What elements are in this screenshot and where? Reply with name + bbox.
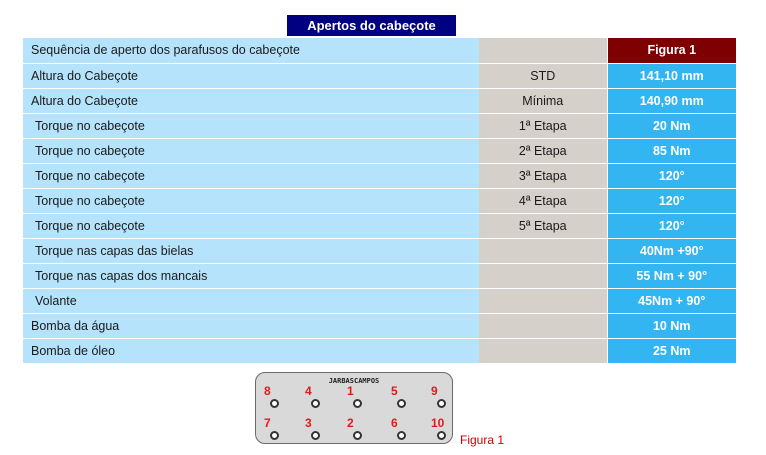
row-value: 20 Nm (607, 113, 736, 138)
table-row (23, 113, 736, 138)
row-label: Bomba da água (23, 313, 479, 338)
bolt-marker (305, 417, 329, 443)
bolt-marker (305, 385, 329, 411)
bolt-hole-icon (311, 431, 320, 440)
bolt-hole-icon (437, 399, 446, 408)
row-value: 55 Nm + 90° (607, 263, 736, 288)
row-stage (479, 338, 607, 363)
bolt-number: 1 (347, 384, 354, 398)
row-value: 45Nm + 90° (607, 288, 736, 313)
bolt-number: 9 (431, 384, 438, 398)
row-value: 141,10 mm (607, 63, 736, 88)
table-row (23, 188, 736, 213)
row-label: Sequência de aperto dos parafusos do cabeçote (23, 38, 479, 63)
table-row (23, 138, 736, 163)
bolt-number: 8 (264, 384, 271, 398)
figure-logo: JARBASCAMPOS (328, 377, 380, 385)
row-stage: 2ª Etapa (479, 138, 607, 163)
bolt-marker (347, 417, 371, 443)
table-row (23, 38, 736, 63)
row-value: 40Nm +90° (607, 238, 736, 263)
row-value: 10 Nm (607, 313, 736, 338)
row-stage (479, 38, 607, 63)
row-label: Torque no cabeçote (23, 138, 479, 163)
table-row (23, 288, 736, 313)
figure-caption: Figura 1 (460, 433, 505, 447)
row-stage (479, 263, 607, 288)
row-value: 120° (607, 188, 736, 213)
table-row (23, 213, 736, 238)
row-stage (479, 288, 607, 313)
bolt-sequence-figure (255, 372, 453, 444)
bolt-number: 3 (305, 416, 312, 430)
row-value: 85 Nm (607, 138, 736, 163)
table-row (23, 238, 736, 263)
torque-spec-table (23, 38, 736, 363)
row-stage: STD (479, 63, 607, 88)
bolt-hole-icon (353, 431, 362, 440)
bolt-number: 10 (431, 416, 445, 430)
table-row (23, 313, 736, 338)
bolt-marker (264, 417, 288, 443)
row-label: Torque nas capas das bielas (23, 238, 479, 263)
table-row (23, 63, 736, 88)
row-label: Altura do Cabeçote (23, 63, 479, 88)
row-value: 120° (607, 163, 736, 188)
bolt-marker (431, 417, 455, 443)
bolt-hole-icon (397, 399, 406, 408)
row-label: Torque no cabeçote (23, 213, 479, 238)
bolt-hole-icon (437, 431, 446, 440)
bolt-number: 6 (391, 416, 398, 430)
bolt-hole-icon (397, 431, 406, 440)
bolt-marker (264, 385, 288, 411)
row-label: Torque no cabeçote (23, 113, 479, 138)
table-row (23, 338, 736, 363)
row-label: Torque no cabeçote (23, 188, 479, 213)
bolt-hole-icon (270, 431, 279, 440)
bolt-number: 4 (305, 384, 312, 398)
bolt-number: 7 (264, 416, 271, 430)
bolt-hole-icon (353, 399, 362, 408)
table-row (23, 163, 736, 188)
row-stage (479, 238, 607, 263)
row-label: Bomba de óleo (23, 338, 479, 363)
row-value: 140,90 mm (607, 88, 736, 113)
row-label: Altura do Cabeçote (23, 88, 479, 113)
bolt-number: 2 (347, 416, 354, 430)
row-value: Figura 1 (607, 38, 736, 63)
table-row (23, 263, 736, 288)
row-stage: 4ª Etapa (479, 188, 607, 213)
bolt-number: 5 (391, 384, 398, 398)
row-label: Torque nas capas dos mancais (23, 263, 479, 288)
row-stage: 5ª Etapa (479, 213, 607, 238)
bolt-hole-icon (311, 399, 320, 408)
bolt-marker (431, 385, 455, 411)
bolt-marker (391, 417, 415, 443)
bolt-hole-icon (270, 399, 279, 408)
row-value: 25 Nm (607, 338, 736, 363)
row-stage (479, 313, 607, 338)
row-stage: 1ª Etapa (479, 113, 607, 138)
bolt-marker (391, 385, 415, 411)
row-stage: 3ª Etapa (479, 163, 607, 188)
row-value: 120° (607, 213, 736, 238)
row-label: Volante (23, 288, 479, 313)
table-row (23, 88, 736, 113)
row-stage: Mínima (479, 88, 607, 113)
bolt-marker (347, 385, 371, 411)
row-label: Torque no cabeçote (23, 163, 479, 188)
page-title: Apertos do cabeçote (287, 15, 456, 36)
